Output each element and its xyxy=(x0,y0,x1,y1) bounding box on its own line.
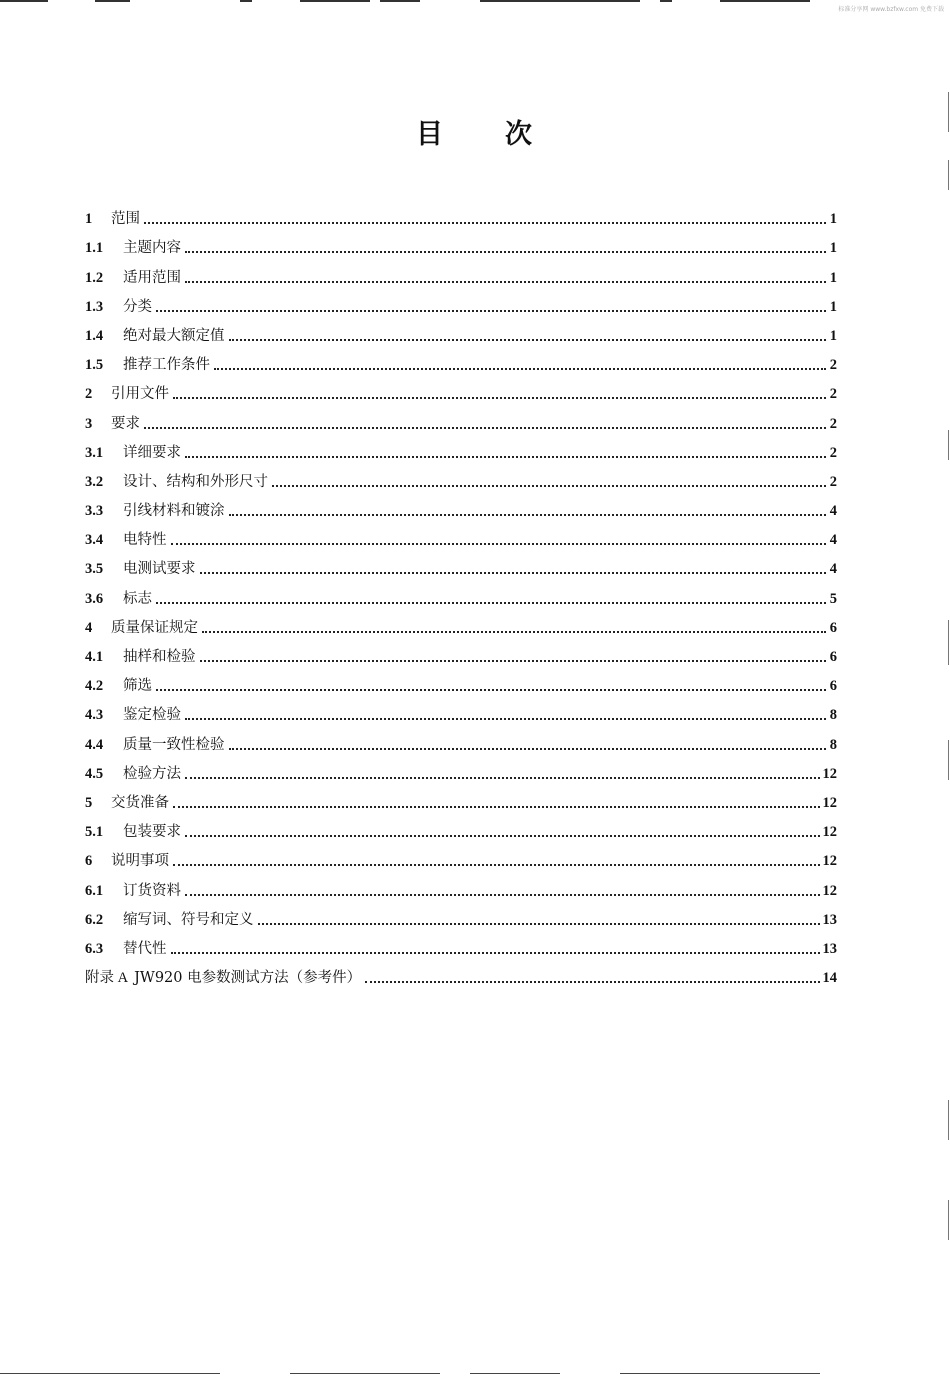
toc-entry-label: 电特性 xyxy=(123,532,167,549)
toc-entry[interactable] xyxy=(85,374,837,403)
table-of-contents xyxy=(85,199,837,987)
toc-entry-number: 4.5 xyxy=(85,765,104,782)
toc-leader-dots xyxy=(185,454,826,458)
toc-leader-dots xyxy=(173,804,820,808)
toc-entry-page: 12 xyxy=(822,765,837,782)
toc-entry-number: 4.2 xyxy=(85,678,104,695)
toc-entry-page: 12 xyxy=(822,853,837,870)
toc-entry-number: 6.3 xyxy=(85,940,104,957)
toc-entry-number: 6 xyxy=(85,853,93,870)
toc-entry[interactable] xyxy=(85,783,837,812)
toc-entry-label: 检验方法 xyxy=(123,765,181,782)
toc-entry-page: 1 xyxy=(829,298,837,315)
toc-entry-number: 3.1 xyxy=(85,444,104,461)
toc-entry[interactable] xyxy=(85,228,837,257)
toc-leader-dots xyxy=(171,541,827,545)
toc-entry-page: 6 xyxy=(829,619,837,636)
watermark: 标准分享网 www.bzfxw.com 免费下载 xyxy=(838,6,944,13)
toc-leader-dots xyxy=(185,716,826,720)
toc-entry[interactable] xyxy=(85,491,837,520)
toc-leader-dots xyxy=(173,862,820,866)
toc-leader-dots xyxy=(229,512,827,516)
toc-entry-number: 1.5 xyxy=(85,357,104,374)
toc-entry-number: 4.4 xyxy=(85,736,104,753)
toc-entry[interactable] xyxy=(85,666,837,695)
toc-entry-number: 2 xyxy=(85,386,93,403)
toc-entry-label: 抽样和检验 xyxy=(123,649,196,665)
toc-entry-label: 质量一致性检验 xyxy=(123,736,225,753)
toc-leader-dots xyxy=(214,366,826,370)
toc-entry-page: 12 xyxy=(822,794,837,811)
toc-entry[interactable] xyxy=(85,403,837,432)
toc-entry-label: 绝对最大额定值 xyxy=(123,327,225,344)
toc-entry-page: 5 xyxy=(829,590,837,607)
toc-leader-dots xyxy=(156,308,826,312)
toc-entry-label: 替代性 xyxy=(123,940,167,957)
toc-leader-dots xyxy=(156,687,826,691)
toc-entry-label: 主题内容 xyxy=(123,240,181,257)
scan-edge-right xyxy=(942,0,950,1377)
toc-leader-dots xyxy=(144,220,826,224)
toc-entry[interactable] xyxy=(85,345,837,374)
toc-entry-label: 质量保证规定 xyxy=(111,619,198,636)
page-title-char-1: 目 xyxy=(416,119,445,150)
page-title-char-2: 次 xyxy=(505,119,534,150)
toc-leader-dots xyxy=(185,833,820,837)
toc-leader-dots xyxy=(171,950,820,954)
toc-entry-page: 13 xyxy=(822,911,837,928)
toc-entry-page: 2 xyxy=(829,386,837,403)
toc-entry-number: 3.4 xyxy=(85,532,104,549)
toc-leader-dots xyxy=(365,979,819,983)
toc-entry[interactable] xyxy=(85,637,837,666)
toc-entry[interactable] xyxy=(85,958,837,987)
toc-entry[interactable] xyxy=(85,812,837,841)
toc-entry-label: 推荐工作条件 xyxy=(123,357,210,374)
scan-edge-top xyxy=(0,0,950,3)
toc-entry-number: 6.2 xyxy=(85,911,104,928)
toc-entry[interactable] xyxy=(85,578,837,607)
toc-entry-label: 分类 xyxy=(123,298,152,315)
toc-entry-number: 4.3 xyxy=(85,707,104,724)
toc-leader-dots xyxy=(200,658,827,662)
toc-entry-page: 1 xyxy=(829,240,837,257)
toc-entry-label: 电测试要求 xyxy=(123,561,196,578)
toc-entry-label: 详细要求 xyxy=(123,444,181,461)
toc-entry-label: 标志 xyxy=(123,590,152,607)
toc-entry-number: 3 xyxy=(85,415,93,432)
toc-leader-dots xyxy=(185,279,826,283)
toc-entry[interactable] xyxy=(85,549,837,578)
toc-entry-number: 1.1 xyxy=(85,240,104,257)
toc-entry[interactable] xyxy=(85,287,837,316)
toc-entry[interactable] xyxy=(85,462,837,491)
toc-entry-label: 设计、结构和外形尺寸 xyxy=(123,473,268,490)
toc-entry-page: 1 xyxy=(829,327,837,344)
toc-leader-dots xyxy=(229,746,827,750)
toc-entry-page: 8 xyxy=(829,736,837,753)
toc-entry-label: 鉴定检验 xyxy=(123,707,181,724)
toc-entry-number: 1 xyxy=(85,211,93,228)
toc-entry[interactable] xyxy=(85,695,837,724)
toc-leader-dots xyxy=(258,921,820,925)
toc-entry-label: 适用范围 xyxy=(123,269,181,286)
toc-entry-page: 8 xyxy=(829,707,837,724)
toc-entry-page: 2 xyxy=(829,357,837,374)
toc-entry-page: 1 xyxy=(829,211,837,228)
toc-entry-page: 13 xyxy=(822,940,837,957)
toc-leader-dots xyxy=(185,775,820,779)
toc-leader-dots xyxy=(156,600,826,604)
toc-entry-page: 2 xyxy=(829,415,837,432)
toc-entry[interactable] xyxy=(85,900,837,929)
toc-leader-dots xyxy=(173,395,826,399)
toc-entry[interactable] xyxy=(85,870,837,899)
toc-entry-label: 说明事项 xyxy=(111,853,169,870)
toc-entry-number: 1.4 xyxy=(85,327,104,344)
toc-entry-number: 1.2 xyxy=(85,269,104,286)
scan-edge-bottom xyxy=(0,1371,950,1377)
toc-entry-number: 1.3 xyxy=(85,298,104,315)
page-title xyxy=(0,112,950,151)
toc-entry-page: 4 xyxy=(829,561,837,578)
toc-entry[interactable] xyxy=(85,199,837,228)
toc-entry-page: 6 xyxy=(829,678,837,695)
toc-entry-page: 14 xyxy=(822,970,837,987)
toc-entry-page: 12 xyxy=(822,824,837,841)
toc-entry-number: 3.6 xyxy=(85,590,104,607)
toc-entry-number: 6.1 xyxy=(85,882,104,899)
toc-entry-label: JW920 电参数测试方法（参考件） xyxy=(134,970,362,987)
toc-entry-number: 5 xyxy=(85,794,93,811)
toc-entry[interactable] xyxy=(85,520,837,549)
toc-entry[interactable] xyxy=(85,316,837,345)
toc-entry[interactable] xyxy=(85,724,837,753)
toc-entry[interactable] xyxy=(85,841,837,870)
toc-leader-dots xyxy=(185,249,826,253)
toc-entry-page: 4 xyxy=(829,532,837,549)
toc-entry-label: 引线材料和镀涂 xyxy=(123,503,225,520)
toc-leader-dots xyxy=(272,483,826,487)
toc-leader-dots xyxy=(202,629,826,633)
toc-entry[interactable] xyxy=(85,754,837,783)
toc-entry-page: 2 xyxy=(829,473,837,490)
toc-leader-dots xyxy=(229,337,827,341)
toc-entry-label: 包装要求 xyxy=(123,824,181,841)
toc-leader-dots xyxy=(185,892,820,896)
toc-entry-label: 订货资料 xyxy=(123,882,181,899)
toc-entry[interactable] xyxy=(85,608,837,637)
toc-leader-dots xyxy=(200,570,827,574)
toc-entry-page: 2 xyxy=(829,444,837,461)
toc-entry-number: 3.5 xyxy=(85,561,104,578)
toc-entry-number: 4 xyxy=(85,619,93,636)
toc-entry-label: 引用文件 xyxy=(111,386,169,403)
toc-entry-label: 范围 xyxy=(111,211,140,228)
toc-entry-number: 5.1 xyxy=(85,824,104,841)
toc-entry-label: 要求 xyxy=(111,415,140,432)
toc-entry-label: 筛选 xyxy=(123,678,152,695)
toc-entry[interactable] xyxy=(85,433,837,462)
toc-entry-number: 4.1 xyxy=(85,649,104,665)
toc-entry-page: 1 xyxy=(829,269,837,286)
toc-entry-number: 附录 A xyxy=(85,970,129,987)
toc-leader-dots xyxy=(144,425,826,429)
toc-entry-label: 缩写词、符号和定义 xyxy=(123,911,254,928)
toc-entry[interactable] xyxy=(85,929,837,958)
toc-entry-label: 交货准备 xyxy=(111,794,169,811)
toc-entry-number: 3.3 xyxy=(85,503,104,520)
toc-entry-number: 3.2 xyxy=(85,473,104,490)
toc-entry-page: 12 xyxy=(822,882,837,899)
toc-entry-page: 6 xyxy=(829,649,837,665)
toc-entry-page: 4 xyxy=(829,503,837,520)
toc-entry[interactable] xyxy=(85,257,837,286)
